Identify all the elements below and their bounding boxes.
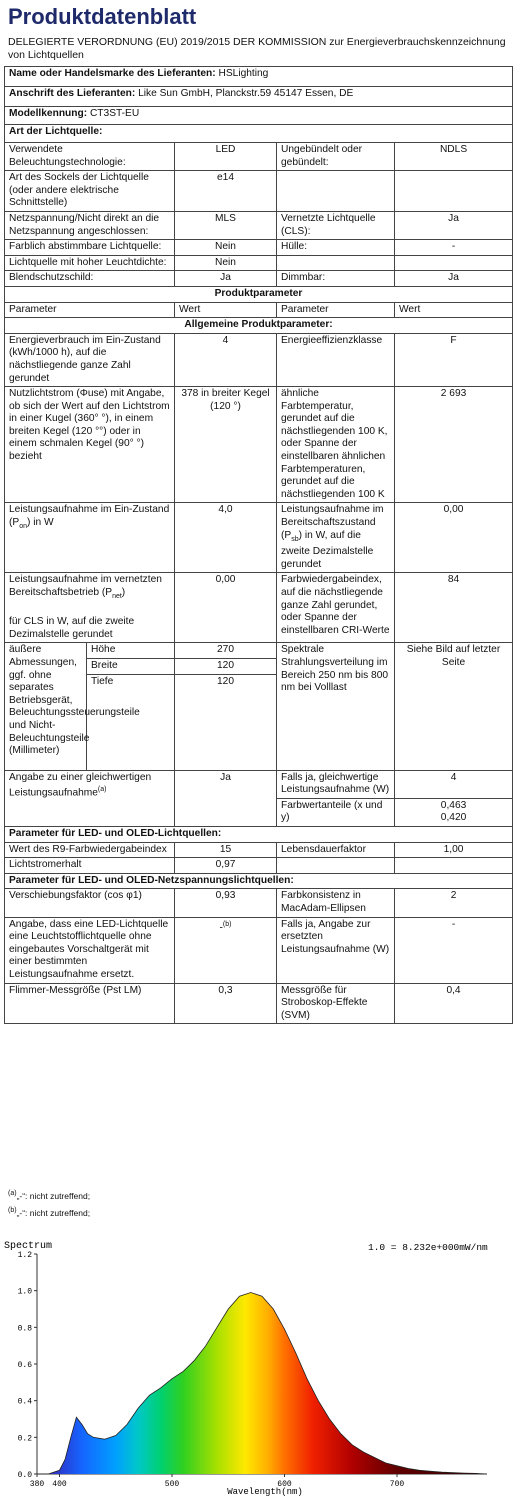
footnote-mark: (b)	[222, 920, 232, 928]
dimension-value: 270	[175, 643, 277, 659]
col-param-header: Parameter	[5, 302, 175, 318]
model-row	[5, 107, 513, 125]
cell-label	[277, 858, 395, 874]
cri-label: Farbwiedergabeindex, auf die nächstliegende ganze Zahl gerundet, oder Spanne der einstellbaren CRI-Werte	[277, 573, 395, 643]
cell-label: Messgröße für Stroboskop-Effekte (SVM)	[277, 983, 395, 1024]
x-tick-label: 500	[164, 1480, 180, 1489]
mains-header: Parameter für LED- und OLED-Netzspannungslichtquellen:	[5, 873, 513, 889]
light-row	[5, 171, 513, 212]
cell-label: Netzspannung/Nicht direkt an die Netzspannung angeschlossen:	[5, 211, 175, 239]
light-row	[5, 271, 513, 287]
cell-value: 0,3	[175, 983, 277, 1024]
cell-value	[395, 171, 513, 212]
cell-value: NDLS	[395, 143, 513, 171]
y-tick-label: 0.6	[17, 1361, 32, 1370]
supplier-name-row	[5, 67, 513, 87]
power-row	[5, 503, 513, 573]
regulation-intro: DELEGIERTE VERORDNUNG (EU) 2019/2015 DER KOMMISSION zur Energieverbrauchskennzeichnung von Lichtquellen	[8, 36, 506, 61]
chroma-label: Farbwertanteile (x und y)	[277, 798, 395, 826]
chroma-values	[395, 798, 513, 826]
led-row	[5, 858, 513, 874]
x-tick-label: 700	[389, 1480, 405, 1489]
spectral-value: Siehe Bild auf letzter Seite	[395, 643, 513, 770]
dimensions-label: äußere Abmessungen, ggf. ohne separates Betriebsgerät, Beleuchtungssteuerungsteile und Nicht-Beleuchtungsteile (Millimeter)	[5, 643, 87, 770]
cell-value: 1,00	[395, 842, 513, 858]
cell-value: -	[395, 917, 513, 983]
cell-label: Farblich abstimmbare Lichtquelle:	[5, 240, 175, 256]
cell-value: 0,97	[175, 858, 277, 874]
cell-label: ähnliche Farbtemperatur, gerundet auf die nächstliegenden 100 K, oder Spanne der einstellbaren ähnlichen Farbtemperaturen, gerundet auf die nächstliegenden 100 K	[277, 387, 395, 503]
page-title: Produktdatenblatt	[8, 4, 197, 29]
footnote	[8, 1190, 90, 1201]
power-sb-label	[277, 503, 395, 573]
col-value-header: Wert	[395, 302, 513, 318]
cell-value: 0,93	[175, 889, 277, 917]
label-tail: )	[121, 587, 126, 599]
mains-row	[5, 983, 513, 1024]
equivalent-row	[5, 770, 513, 798]
cell-value: 0,4	[395, 983, 513, 1024]
supplier-name-value: HSLighting	[218, 68, 269, 79]
cell-value: 2 693	[395, 387, 513, 503]
product-data-table	[4, 66, 513, 1024]
light-row	[5, 240, 513, 256]
label-text: Leistungsaufnahme im vernetzten Bereitschaftsbetrieb (P	[9, 574, 162, 599]
equivalent-power-label: Falls ja, gleichwertige Leistungsaufnahme (W)	[277, 770, 395, 798]
supplier-name-label: Name oder Handelsmarke des Lieferanten:	[9, 68, 216, 79]
x-tick-label: 400	[52, 1480, 67, 1489]
label-sub: sb	[291, 535, 299, 543]
mains-row	[5, 889, 513, 917]
y-tick-label: 0.0	[17, 1471, 32, 1480]
dimension-name: Höhe	[87, 643, 175, 659]
general-header: Allgemeine Produktparameter:	[5, 318, 513, 334]
general-row	[5, 333, 513, 386]
y-tick-label: 0.4	[17, 1397, 32, 1407]
cell-value: Nein	[175, 255, 277, 271]
cell-label: Blendschutzschild:	[5, 271, 175, 287]
supplier-address-value: Like Sun GmbH, Planckstr.59 45147 Essen, DE	[138, 88, 354, 99]
power-net-row	[5, 573, 513, 643]
cell-label: Ungebündelt oder gebündelt:	[277, 143, 395, 171]
cell-value: 378 in breiter Kegel (120 °)	[175, 387, 277, 503]
general-row	[5, 387, 513, 503]
y-tick-label: 0.8	[17, 1324, 32, 1334]
light-row	[5, 143, 513, 171]
cell-value	[395, 255, 513, 271]
cell-label: Art des Sockels der Lichtquelle (oder andere elektrische Schnittstelle)	[5, 171, 175, 212]
label-tail: ) in W, auf die zweite Dezimalstelle gerundet	[281, 529, 374, 570]
column-header-row	[5, 302, 513, 318]
cell-label: Energieverbrauch im Ein-Zustand (kWh/1000 h), auf die nächstliegende ganze Zahl gerundet	[5, 333, 175, 386]
y-tick-label: 0.2	[17, 1434, 32, 1444]
footnote-mark: (b)	[8, 1207, 17, 1214]
power-on-value: 4,0	[175, 503, 277, 573]
light-type-header: Art der Lichtquelle:	[5, 125, 513, 143]
label-text: Leistungsaufnahme im Bereitschaftszustand (P	[281, 504, 384, 541]
x-tick-label: 380	[29, 1480, 45, 1489]
cell-value: LED	[175, 143, 277, 171]
cell-label: Vernetzte Lichtquelle (CLS):	[277, 211, 395, 239]
mains-row	[5, 917, 513, 983]
x-axis-label: Wavelength(nm)	[227, 1487, 303, 1497]
power-net-value: 0,00	[175, 573, 277, 643]
led-header: Parameter für LED- und OLED-Lichtquellen:	[5, 827, 513, 843]
cell-value: Ja	[175, 271, 277, 287]
cell-label: Angabe, dass eine LED-Lichtquelle eine Leuchtstofflichtquelle ohne eingebautes Vorschaltgerät mit einer bestimmten Leistungsaufnahme ersetzt.	[5, 917, 175, 983]
cell-value: Nein	[175, 240, 277, 256]
light-type-header-row	[5, 125, 513, 143]
chart-title: Spectrum	[4, 1241, 53, 1252]
model-value: CT3ST-EU	[89, 108, 140, 119]
spectral-label: Spektrale Strahlungsverteilung im Bereich 250 nm bis 800 nm bei Volllast	[277, 643, 395, 770]
footnote	[8, 1207, 90, 1218]
cell-label: Dimmbar:	[277, 271, 395, 287]
dimension-name: Breite	[87, 659, 175, 675]
power-net-label	[5, 573, 175, 643]
col-value-header: Wert	[175, 302, 277, 318]
cell-label: Flimmer-Messgröße (Pst LM)	[5, 983, 175, 1024]
led-header-row	[5, 827, 513, 843]
cell-value: e14	[175, 171, 277, 212]
cell-label: Hülle:	[277, 240, 395, 256]
label-text: Leistungsaufnahme im Ein-Zustand (P	[9, 504, 170, 529]
cell-label: Falls ja, Angabe zur ersetzten Leistungsaufnahme (W)	[277, 917, 395, 983]
label-sub: net	[112, 593, 122, 601]
spectrum-chart	[0, 1238, 516, 1500]
light-row	[5, 255, 513, 271]
dimension-value: 120	[175, 659, 277, 675]
cell-value: Ja	[395, 271, 513, 287]
cri-value: 84	[395, 573, 513, 643]
label-sub: on	[19, 523, 27, 531]
power-on-label	[5, 503, 175, 573]
dimension-value: 120	[175, 674, 277, 770]
cell-label: Verwendete Beleuchtungstechnologie:	[5, 143, 175, 171]
product-params-header: Produktparameter	[5, 286, 513, 302]
col-param-header: Parameter	[277, 302, 395, 318]
cell-value: Ja	[395, 211, 513, 239]
equivalent-value: Ja	[175, 770, 277, 826]
chroma-x: 0,463	[440, 799, 467, 811]
footnote-mark: (a)	[8, 1190, 17, 1197]
cell-value	[175, 917, 277, 983]
y-tick-label: 1.0	[17, 1287, 32, 1297]
chroma-y: 0,420	[440, 812, 467, 824]
cell-value: 15	[175, 842, 277, 858]
cell-value: 4	[175, 333, 277, 386]
cell-label	[277, 255, 395, 271]
supplier-address-label: Anschrift des Lieferanten:	[9, 88, 136, 99]
footnote-text: „-“: nicht zutreffend;	[16, 1207, 91, 1218]
mains-header-row	[5, 873, 513, 889]
cell-label	[277, 171, 395, 212]
footnote-mark: (a)	[97, 786, 107, 794]
cell-value: MLS	[175, 211, 277, 239]
y-tick-label: 1.2	[17, 1251, 32, 1260]
chart-subtitle: 1.0 = 8.232e+000mW/nm	[368, 1242, 488, 1253]
cell-label: Energieeffizienzklasse	[277, 333, 395, 386]
label-text: Angabe zu einer gleichwertigen Leistungsaufnahme	[9, 771, 152, 799]
power-sb-value: 0,00	[395, 503, 513, 573]
cell-value: F	[395, 333, 513, 386]
x-tick-label: 600	[277, 1480, 292, 1489]
cell-value: -	[395, 240, 513, 256]
dimension-row	[5, 643, 513, 659]
spectrum-area	[37, 1254, 487, 1474]
value-text: -	[219, 921, 223, 933]
cell-label: Lichtstromerhalt	[5, 858, 175, 874]
cell-value	[395, 858, 513, 874]
cell-label: Lichtquelle mit hoher Leuchtdichte:	[5, 255, 175, 271]
cell-label: Nutzlichtstrom (Φuse) mit Angabe, ob sich der Wert auf den Lichtstrom in einer Kugel (360° °), in einem breiten Kegel (120 °°) oder in einem schmalen Kegel (90° °) bezieht	[5, 387, 175, 503]
product-params-header-row	[5, 286, 513, 302]
led-row	[5, 842, 513, 858]
label-text-2: für CLS in W, auf die zweite Dezimalstelle gerundet	[9, 616, 135, 640]
cell-value: 2	[395, 889, 513, 917]
general-header-row	[5, 318, 513, 334]
model-label: Modellkennung:	[9, 108, 88, 119]
cell-label: Verschiebungsfaktor (cos φ1)	[5, 889, 175, 917]
cell-label: Wert des R9-Farbwiedergabeindex	[5, 842, 175, 858]
cell-label: Lebensdauerfaktor	[277, 842, 395, 858]
footnote-text: „-“: nicht zutreffend;	[16, 1190, 91, 1201]
label-tail: ) in W	[26, 517, 54, 529]
cell-label: Farbkonsistenz in MacAdam-Ellipsen	[277, 889, 395, 917]
equivalent-power-value: 4	[395, 770, 513, 798]
equivalent-label	[5, 770, 175, 826]
dimension-name: Tiefe	[87, 674, 175, 770]
supplier-address-row	[5, 87, 513, 107]
light-row	[5, 211, 513, 239]
